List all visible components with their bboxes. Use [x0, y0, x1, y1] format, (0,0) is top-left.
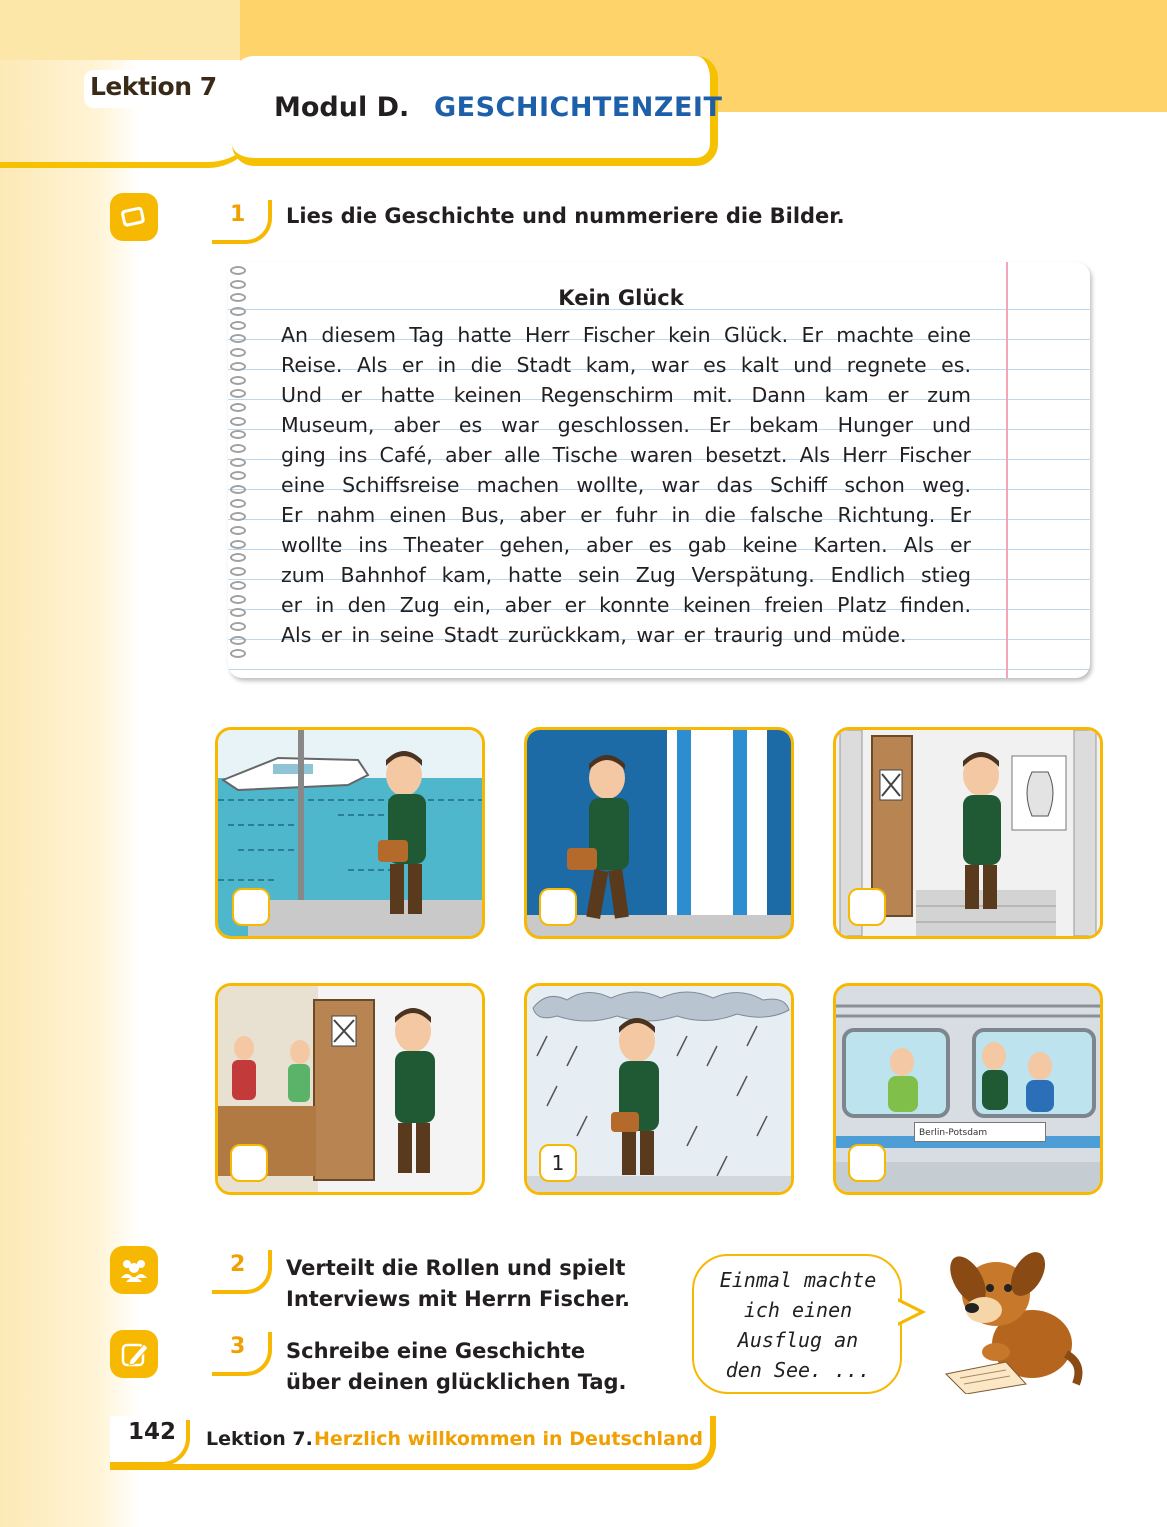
story-line: eine Schiffsreise machen wollte, war das Schiff schon weg. — [281, 473, 971, 497]
task-2-instruction: Verteilt die Rollen und spielt Interviews mit Herrn Fischer. — [286, 1256, 630, 1311]
story-line: Er nahm einen Bus, aber er fuhr in die falsche Richtung. Er — [281, 503, 971, 527]
picture-rain — [524, 983, 794, 1195]
story-line: ging ins Café, aber alle Tische waren besetzt. Als Herr Fischer — [281, 443, 971, 467]
task-number-2 — [212, 1248, 272, 1294]
story-line: Reise. Als er in die Stadt kam, war es kalt und regnete es. — [281, 353, 971, 377]
picture-number-box[interactable] — [539, 1144, 577, 1182]
task-number-label: 3 — [230, 1334, 246, 1359]
speech-bubble-text: Einmal machte ich einen Ausflug an den See. ... — [719, 1268, 877, 1382]
picture-theater — [524, 727, 794, 939]
footer-lektion: Lektion 7. — [206, 1428, 313, 1450]
lektion-tab — [84, 70, 220, 108]
header-swoosh — [0, 116, 260, 168]
train-destination-sign: Berlin-Potsdam — [914, 1122, 1046, 1142]
lektion-tab-label: Lektion 7 — [90, 72, 217, 101]
picture-number-box[interactable] — [539, 888, 577, 926]
task-number-1 — [212, 198, 272, 244]
story-line: Und er hatte keinen Regenschirm mit. Dann kam er zum — [281, 383, 971, 407]
book-icon — [110, 193, 158, 241]
task-3-instruction: Schreibe eine Geschichte über deinen glücklichen Tag. — [286, 1339, 627, 1394]
story-line: Museum, aber es war geschlossen. Er bekam Hunger und — [281, 413, 971, 437]
picture-cafe — [215, 983, 485, 1195]
speech-bubble-tail-inner — [897, 1301, 919, 1323]
task-1-instruction: Lies die Geschichte und nummeriere die Bilder. — [286, 204, 845, 228]
picture-number-box[interactable] — [848, 1144, 886, 1182]
story-line: Als er in seine Stadt zurückkam, war er traurig und müde. — [281, 623, 907, 647]
page-title: GESCHICHTENZEIT — [434, 92, 723, 123]
task-number-3 — [212, 1330, 272, 1376]
picture-ship — [215, 727, 485, 939]
dog-mascot-illustration — [936, 1244, 1086, 1394]
notebook-margin-line — [1006, 262, 1008, 678]
footer-title: Herzlich willkommen in Deutschland — [314, 1428, 704, 1450]
story-line: zum Bahnhof kam, hatte sein Zug Verspätung. Endlich stieg — [281, 563, 971, 587]
story-line: wollte ins Theater gehen, aber es gab keine Karten. Als er — [281, 533, 971, 557]
group-icon — [110, 1246, 158, 1294]
task-number-label: 1 — [230, 202, 246, 227]
picture-number-box[interactable] — [232, 888, 270, 926]
task-number-label: 2 — [230, 1252, 246, 1277]
picture-number-value: 1 — [551, 1151, 565, 1175]
picture-museum — [833, 727, 1103, 939]
notebook-rings — [230, 266, 252, 671]
story-line: er in den Zug ein, aber er konnte keinen freien Platz finden. — [281, 593, 971, 617]
story-line: An diesem Tag hatte Herr Fischer kein Glück. Er machte eine — [281, 323, 971, 347]
story-title: Kein Glück — [558, 286, 684, 310]
picture-number-box[interactable] — [230, 1144, 268, 1182]
modul-label: Modul D. — [274, 92, 410, 123]
pencil-icon — [110, 1330, 158, 1378]
picture-train — [833, 983, 1103, 1195]
page-number: 142 — [128, 1419, 177, 1445]
top-left-band — [0, 0, 260, 60]
picture-number-box[interactable] — [848, 888, 886, 926]
